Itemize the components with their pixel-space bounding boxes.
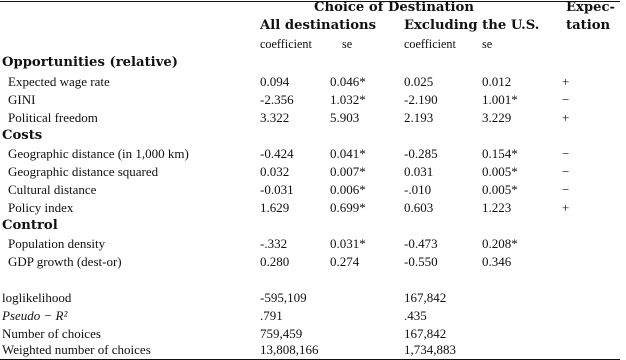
row-label: Expected wage rate bbox=[8, 74, 110, 89]
se-excl: 0.346 bbox=[482, 254, 512, 269]
coef-excl: -0.285 bbox=[404, 146, 438, 161]
header-expectation-line1: Expec- bbox=[566, 0, 616, 15]
header-all-destinations: All destinations bbox=[260, 18, 377, 33]
coef-all: -2.356 bbox=[260, 92, 294, 107]
se-all: 0.031* bbox=[330, 236, 366, 251]
se-all: 0.046* bbox=[330, 74, 366, 89]
se-excl: 1.223 bbox=[482, 200, 512, 215]
coef-excl: 2.193 bbox=[404, 110, 434, 125]
header-se-excl: se bbox=[482, 37, 493, 51]
row-label: Political freedom bbox=[8, 110, 98, 125]
row-label: Population density bbox=[8, 236, 106, 251]
se-excl: 0.012 bbox=[482, 74, 512, 89]
coef-all: -0.424 bbox=[260, 146, 294, 161]
stat-all: .791 bbox=[260, 308, 283, 323]
stat-label: loglikelihood bbox=[2, 290, 72, 305]
se-excl: 0.005* bbox=[482, 164, 518, 179]
expectation-sign: − bbox=[562, 182, 570, 197]
header-excluding-us: Excluding the U.S. bbox=[404, 18, 540, 33]
coef-excl: 0.025 bbox=[404, 74, 434, 89]
row-label: Policy index bbox=[8, 200, 74, 215]
coef-all: 1.629 bbox=[260, 200, 290, 215]
se-all: 0.007* bbox=[330, 164, 366, 179]
coef-excl: 0.603 bbox=[404, 200, 434, 215]
coef-excl: 0.031 bbox=[404, 164, 434, 179]
coef-all: -0.031 bbox=[260, 182, 294, 197]
stat-label: Number of choices bbox=[2, 326, 101, 341]
stat-label: Weighted number of choices bbox=[2, 342, 151, 357]
header-coefficient-all: coefficient bbox=[260, 37, 312, 51]
se-excl: 1.001* bbox=[482, 92, 518, 107]
header-choice-of-destination: Choice of Destination bbox=[314, 0, 474, 15]
expectation-sign: + bbox=[562, 110, 570, 125]
top-rule bbox=[0, 1, 620, 2]
expectation-sign: − bbox=[562, 146, 570, 161]
coef-excl: -2.190 bbox=[404, 92, 438, 107]
expectation-sign: − bbox=[562, 92, 570, 107]
coef-all: 3.322 bbox=[260, 110, 290, 125]
row-label: Geographic distance (in 1,000 km) bbox=[8, 146, 189, 161]
header-se-all: se bbox=[342, 37, 353, 51]
stat-excl: 167,842 bbox=[404, 326, 447, 341]
se-excl: 3.229 bbox=[482, 110, 512, 125]
stat-label: Pseudo − R² bbox=[2, 308, 68, 323]
coef-all: 0.094 bbox=[260, 74, 290, 89]
header-expectation-line2: tation bbox=[566, 18, 611, 33]
se-excl: 0.154* bbox=[482, 146, 518, 161]
se-all: 0.699* bbox=[330, 200, 366, 215]
coef-excl: -0.550 bbox=[404, 254, 438, 269]
se-all: 5.903 bbox=[330, 110, 360, 125]
row-label: Geographic distance squared bbox=[8, 164, 159, 179]
section-control: Control bbox=[2, 218, 58, 233]
coef-excl: -0.473 bbox=[404, 236, 438, 251]
se-excl: 0.005* bbox=[482, 182, 518, 197]
stat-excl: 1,734,883 bbox=[404, 342, 456, 357]
se-all: 0.274 bbox=[330, 254, 360, 269]
expectation-sign: − bbox=[562, 164, 570, 179]
row-label: Cultural distance bbox=[8, 182, 97, 197]
header-coefficient-excl: coefficient bbox=[404, 37, 456, 51]
coef-all: 0.032 bbox=[260, 164, 290, 179]
stat-all: 759,459 bbox=[260, 326, 303, 341]
coef-all: -.332 bbox=[260, 236, 288, 251]
row-label: GINI bbox=[8, 92, 36, 107]
stat-all: 13,808,166 bbox=[260, 342, 319, 357]
stat-excl: 167,842 bbox=[404, 290, 447, 305]
coef-excl: -.010 bbox=[404, 182, 432, 197]
stat-excl: .435 bbox=[404, 308, 427, 323]
coef-all: 0.280 bbox=[260, 254, 290, 269]
section-opportunities: Opportunities (relative) bbox=[2, 55, 178, 70]
stat-all: -595,109 bbox=[260, 290, 307, 305]
expectation-sign: + bbox=[562, 200, 570, 215]
se-all: 0.041* bbox=[330, 146, 366, 161]
se-all: 0.006* bbox=[330, 182, 366, 197]
se-excl: 0.208* bbox=[482, 236, 518, 251]
se-all: 1.032* bbox=[330, 92, 366, 107]
row-label: GDP growth (dest-or) bbox=[8, 254, 122, 269]
expectation-sign: + bbox=[562, 74, 570, 89]
section-costs: Costs bbox=[2, 128, 43, 143]
